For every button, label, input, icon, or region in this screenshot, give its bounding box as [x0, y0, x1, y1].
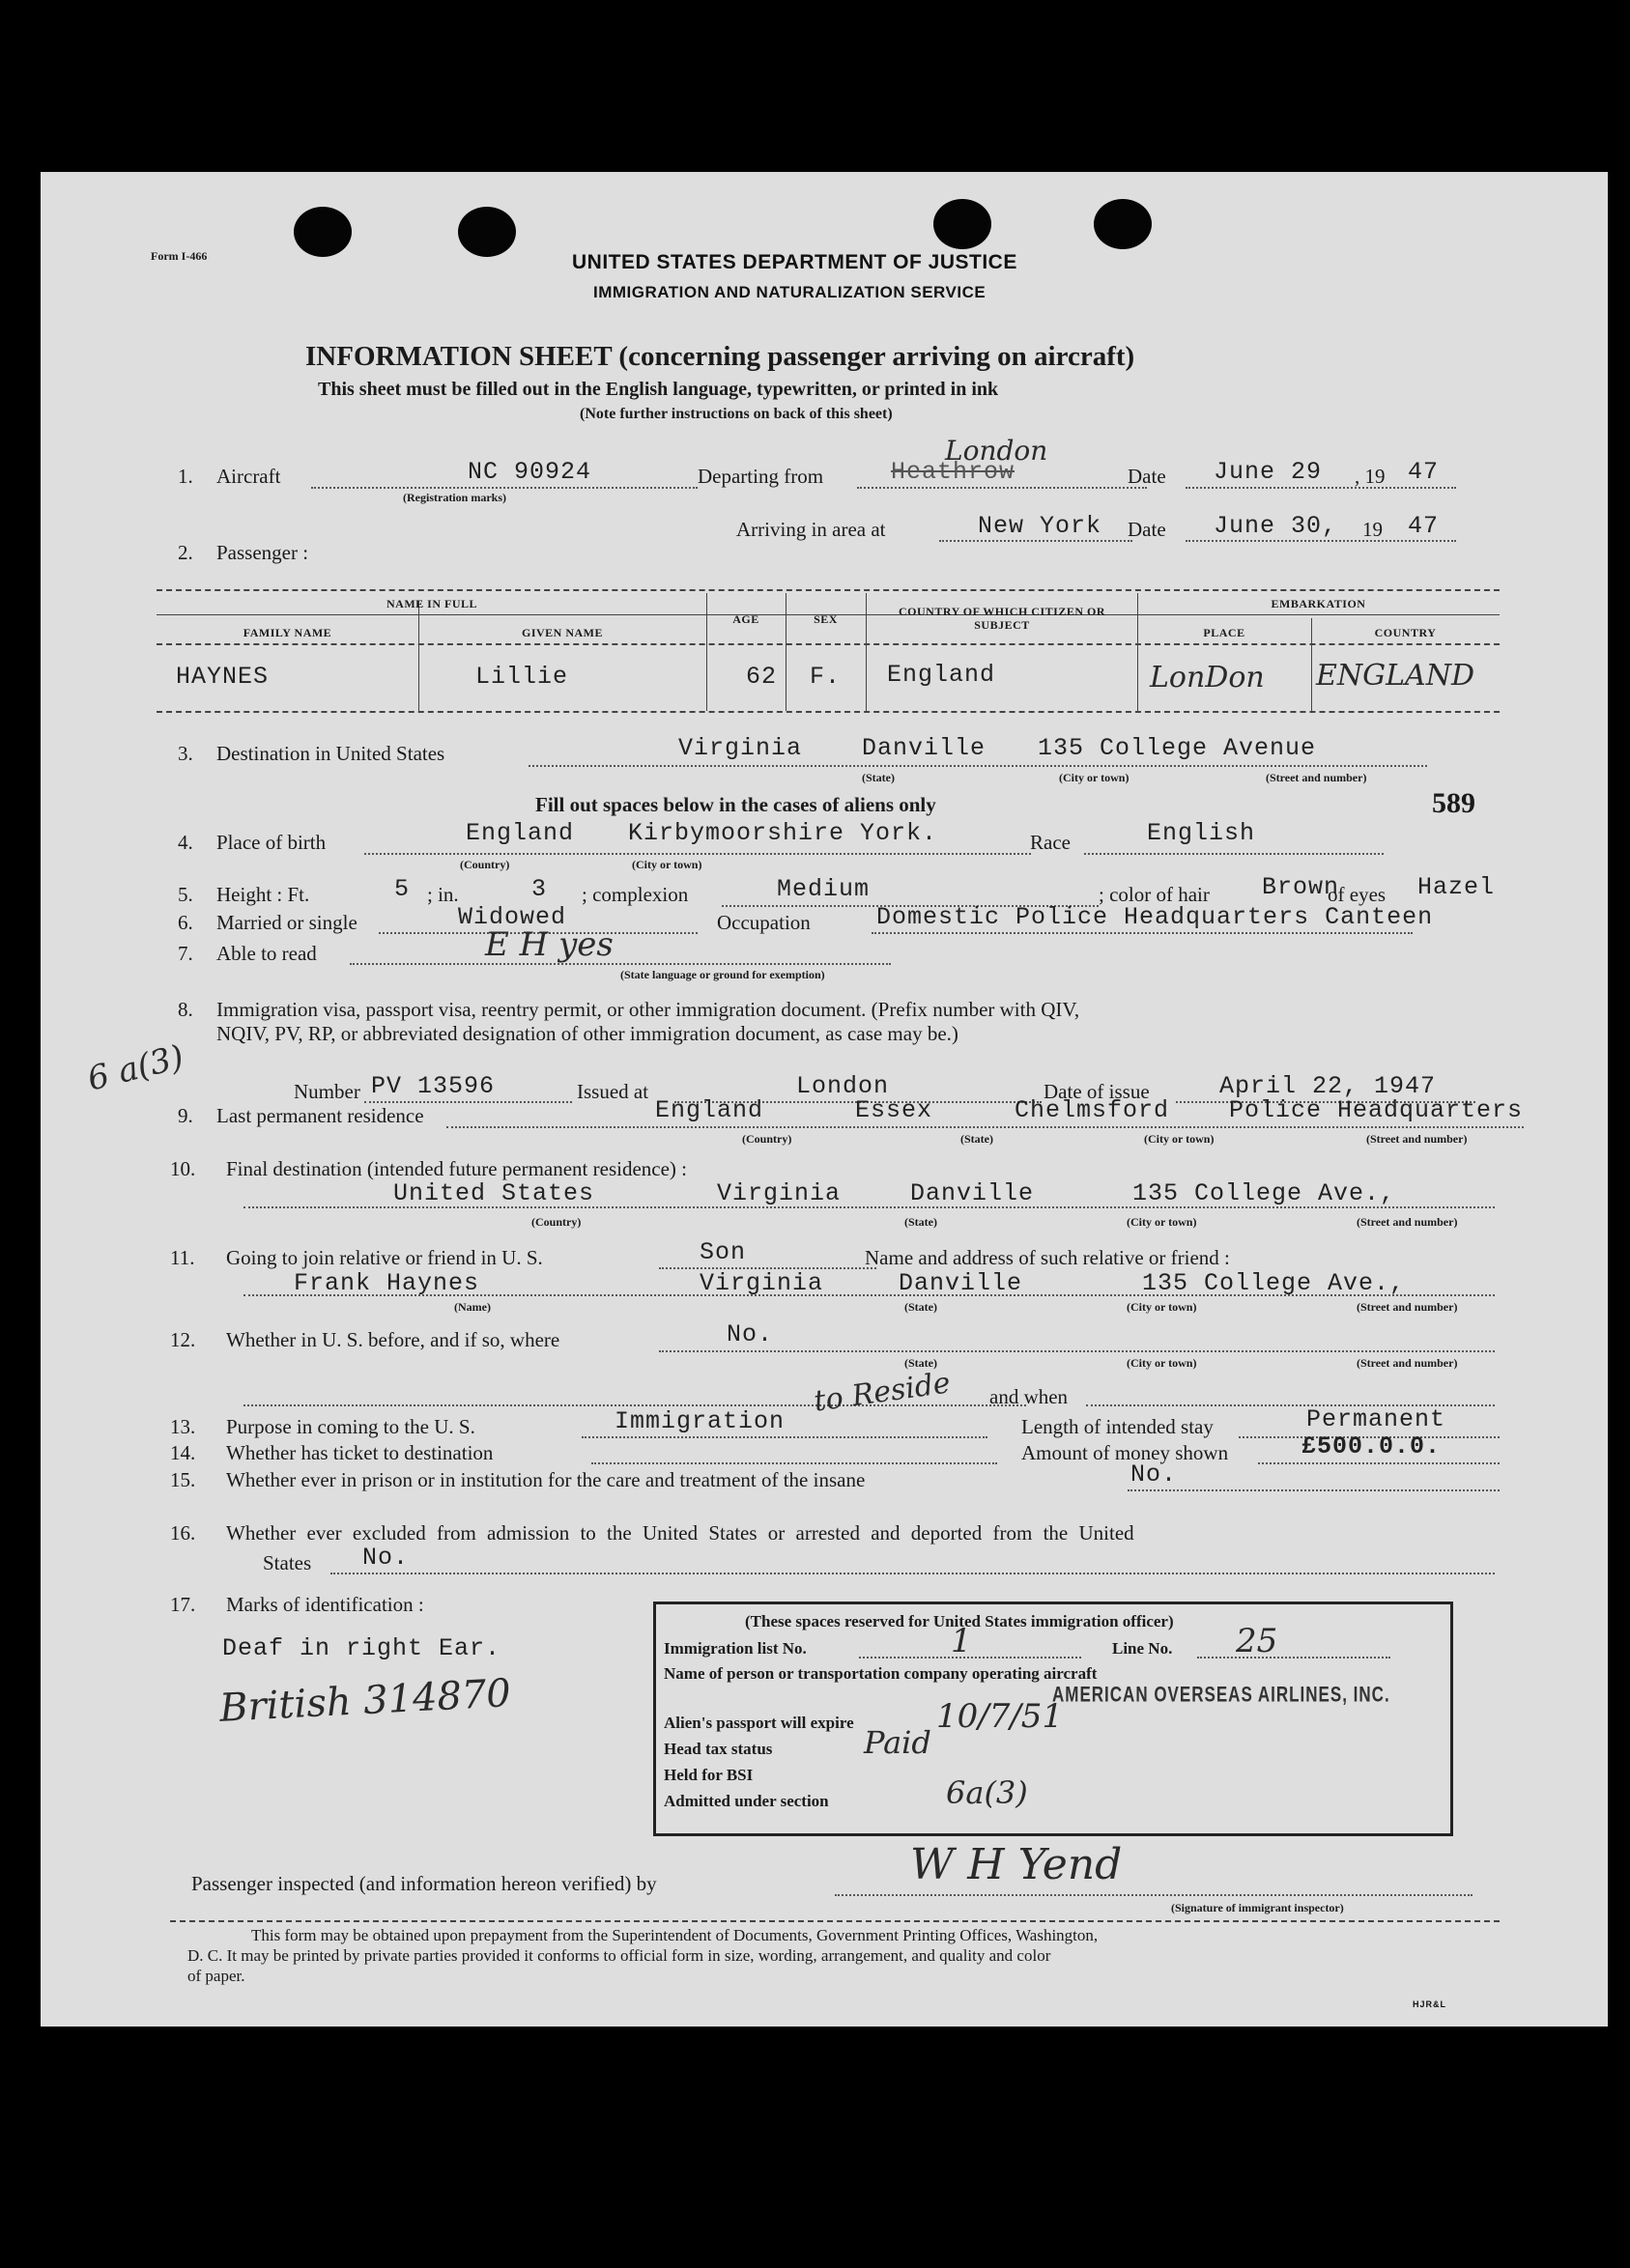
- able-to-read-label: Able to read: [216, 942, 317, 965]
- city-caption: (City or town): [1127, 1300, 1197, 1314]
- hair-label: ; color of hair: [1099, 883, 1210, 906]
- city-caption: (City or town): [1059, 771, 1130, 784]
- form-sheet: Form I-466 UNITED STATES DEPARTMENT OF JUSTICE IMMIGRATION AND NATURALIZATION SERVICE INFORMATION SHEET (concerning passenger arriving on aircraft) This sheet must be filled out in the English language, typewritten, or printed in ink (Note further instructions on back of this sheet) 1. Aircraft NC 90924 (Registration marks) Departing from Heathrow London Date June 29 , 19 47 Arriving in area at New York Date June 30, 19 47 2. Passenger : NAME IN FULL FAMILY NAME GIVEN NAME AGE SEX COUNTRY OF WHICH CITIZEN OR SUBJECT EMBARKATION PLACE COUNTRY HAYNES Lillie 62 F. England LonDon ENGLAND 3. Destination in United States Virginia Danville 135 College Avenue (State) (City or town) (Street and number) Fill out spaces below in the cases of aliens only 589 4. Place of birth England Kirbymoorshire York. (Country) (City or town) Race English 5. Height : Ft. 5 ; in. 3 ; complexion Medium ; color of hair Brown of eyes Hazel 6. Married or single Widowed Occupation Domestic Police Headquarters Canteen 7. Able to read E H yes (State language or ground for exemption) 8. Immigration visa, passport visa, reentry permit, or other immigration document. (Prefix number with QIV, NQIV, PV, RP, or abbreviated designation of other immigration document, as case may be.) 6 a(3) Number PV 13596 Issued at London Date of issue April 22, 1947 9. Last permanent residence England Essex Chelmsford Police Headquarters (Country) (State) (City or town) (Street and number) 10. Final destination (intended future permanent residence) : United States Virginia Danville 135 College Ave., (Country) (State) (City or town) (Street and number) 11. Going to join relative or friend in U. S. Son Name and address of such relative or friend : Frank Haynes Virginia Danville 135 College Ave., (Name) (State) (City or town) (Street and number) 12. Whether in U. S. before, and if so, where No. (State) (City or town) (Street and number) and when 13. Purpose in coming to the U. S. Immigration to Reside Length of intended stay Permanent 14. Whether has ticket to destination Amount of money shown £500.0.0. 15. Whether ever in prison or in institution for the care and treatment of the insane No. 16. Whether ever excluded from admission to the United States or arrested and deported from the United States No. 17. Marks of identification : Deaf in right Ear. British 314870 (These spaces reserved for United States immigration officer) Immigration list No. 1 Line No. 25 Name of person or transportation company operating aircraft AMERICAN OVERSEAS AIRLINES, INC. Alien's passport will expire 10/7/51 Head tax status Paid Held for BSI Admitted under section 6a(3) Passenger inspected (and information hereon verified) by W H Yend (Signature of immigrant inspector) This form may be obtained upon prepayment from the Superintendent of Documents, Government Printing Offices, Washington, D. C. It may be printed by private parties provided it conforms to official form in size, wording, arrangement, and quality and color of paper. HJR&L: [41, 172, 1608, 2027]
- dest-street-value: 135 College Avenue: [1038, 734, 1317, 762]
- race-value: English: [1147, 819, 1256, 847]
- join-relation-value: Son: [700, 1238, 747, 1266]
- citizen-value: England: [887, 661, 996, 689]
- state-caption: (State): [904, 1300, 937, 1314]
- item-number: 17.: [170, 1593, 196, 1616]
- family-name-header: FAMILY NAME: [243, 626, 332, 639]
- country-caption: (Country): [742, 1132, 792, 1146]
- item-number: 9.: [178, 1104, 193, 1127]
- instruction-text: This sheet must be filled out in the English language, typewritten, or printed in ink: [318, 379, 999, 400]
- depart-date-label: Date: [1128, 465, 1166, 488]
- dest-city-value: Danville: [862, 734, 987, 762]
- immigration-list-label: Immigration list No.: [664, 1639, 807, 1658]
- depart-date-value: June 29: [1214, 458, 1323, 486]
- occupation-value: Domestic Police Headquarters Canteen: [876, 903, 1434, 931]
- final-state-value: Virginia: [717, 1179, 842, 1207]
- inspector-signature-caption: (Signature of immigrant inspector): [1171, 1901, 1344, 1914]
- item-number: 11.: [170, 1246, 195, 1269]
- married-label: Married or single: [216, 911, 357, 934]
- birth-city-value: Kirbymoorshire York.: [628, 819, 938, 847]
- item-number: 10.: [170, 1157, 196, 1180]
- sex-header: SEX: [814, 612, 838, 626]
- marital-value: Widowed: [458, 903, 567, 931]
- country-header: COUNTRY: [1374, 626, 1437, 639]
- city-caption: (City or town): [1144, 1132, 1215, 1146]
- given-name-header: GIVEN NAME: [521, 626, 603, 639]
- prison-value: No.: [1130, 1460, 1178, 1488]
- item-number: 5.: [178, 883, 193, 906]
- street-caption: (Street and number): [1357, 1215, 1458, 1229]
- last-country-value: England: [655, 1096, 764, 1124]
- excluded-text-line-1: Whether ever excluded from admission to the United States or arrested and deported from the United: [226, 1521, 1134, 1545]
- age-header: AGE: [732, 612, 759, 626]
- relative-street-value: 135 College Ave.,: [1142, 1269, 1406, 1297]
- item-number: 14.: [170, 1441, 196, 1464]
- item-number: 15.: [170, 1468, 196, 1491]
- country-caption: (Country): [460, 858, 510, 871]
- item-number: 3.: [178, 742, 193, 765]
- final-country-value: United States: [393, 1179, 595, 1207]
- name-in-full-header: NAME IN FULL: [386, 597, 477, 610]
- state-caption: (State): [904, 1356, 937, 1370]
- item-number: 12.: [170, 1328, 196, 1351]
- officer-box-title: (These spaces reserved for United States immigration officer): [745, 1612, 1174, 1630]
- issue-date-label: Date of issue: [1044, 1080, 1150, 1103]
- height-label: Height : Ft.: [216, 883, 310, 906]
- relative-state-value: Virginia: [700, 1269, 824, 1297]
- arrive-year-value: 47: [1408, 512, 1440, 540]
- admitted-section-label: Admitted under section: [664, 1792, 829, 1810]
- marks-label: Marks of identification :: [226, 1593, 424, 1616]
- last-street-value: Police Headquarters: [1229, 1096, 1524, 1124]
- city-caption: (City or town): [1127, 1356, 1197, 1370]
- occupation-label: Occupation: [717, 911, 811, 934]
- state-caption: (State): [862, 771, 895, 784]
- age-value: 62: [746, 663, 778, 691]
- registration-marks-caption: (Registration marks): [403, 491, 506, 504]
- arriving-label: Arriving in area at: [736, 518, 886, 541]
- final-city-value: Danville: [910, 1179, 1035, 1207]
- transport-company-label: Name of person or transportation company operating aircraft: [664, 1664, 1098, 1683]
- footer-text-line-3: of paper.: [187, 1967, 245, 1985]
- excluded-text-line-2: States: [263, 1551, 312, 1574]
- item-number: 4.: [178, 831, 193, 854]
- item-number: 7.: [178, 942, 193, 965]
- last-city-value: Chelmsford: [1015, 1096, 1170, 1124]
- race-label: Race: [1030, 831, 1071, 854]
- ticket-label: Whether has ticket to destination: [226, 1441, 494, 1464]
- footer-text-line-2: D. C. It may be printed by private parties provided it conforms to official form in size, wording, arrangement, and quality and color: [187, 1946, 1051, 1965]
- item-number: 6.: [178, 911, 193, 934]
- passport-expire-label: Alien's passport will expire: [664, 1714, 854, 1732]
- money-label: Amount of money shown: [1021, 1441, 1229, 1464]
- visa-text-line-1: Immigration visa, passport visa, reentry permit, or other immigration document. (Prefix number with QIV,: [216, 998, 1080, 1021]
- birth-country-value: England: [466, 819, 575, 847]
- city-caption: (City or town): [632, 858, 702, 871]
- sex-value: F.: [810, 663, 842, 691]
- given-name-value: Lillie: [475, 663, 569, 691]
- officer-box: [653, 1602, 1453, 1836]
- inspected-label: Passenger inspected (and information hereon verified) by: [191, 1872, 657, 1895]
- read-value: E H yes: [485, 925, 614, 964]
- head-tax-label: Head tax status: [664, 1740, 773, 1758]
- issue-date-value: April 22, 1947: [1219, 1072, 1437, 1100]
- country-caption: (Country): [531, 1215, 582, 1229]
- punch-hole: [1094, 199, 1152, 249]
- aircraft-reg-value: NC 90924: [468, 458, 592, 486]
- last-state-value: Essex: [855, 1096, 933, 1124]
- state-caption: (State): [960, 1132, 993, 1146]
- admitted-section-value: 6a(3): [946, 1774, 1028, 1811]
- doc-number-value: PV 13596: [371, 1072, 496, 1100]
- city-caption: (City or town): [1127, 1215, 1197, 1229]
- family-name-value: HAYNES: [176, 663, 270, 691]
- department-heading: UNITED STATES DEPARTMENT OF JUSTICE: [572, 251, 1017, 273]
- service-heading: IMMIGRATION AND NATURALIZATION SERVICE: [593, 283, 987, 301]
- item-number: 8.: [178, 998, 193, 1021]
- prison-label: Whether ever in prison or in institution for the care and treatment of the insane: [226, 1468, 866, 1491]
- length-stay-label: Length of intended stay: [1021, 1415, 1214, 1438]
- complexion-label: ; complexion: [582, 883, 689, 906]
- marks-typed-value: Deaf in right Ear.: [222, 1634, 501, 1662]
- form-number: Form I-466: [151, 249, 208, 263]
- inches-label: ; in.: [427, 883, 459, 906]
- issued-at-value: London: [796, 1072, 890, 1100]
- passport-expire-value: 10/7/51: [936, 1697, 1064, 1736]
- inspector-signature: W H Yend: [910, 1840, 1123, 1889]
- issued-at-label: Issued at: [577, 1080, 649, 1103]
- printer-mark: HJR&L: [1413, 1999, 1447, 2009]
- street-caption: (Street and number): [1357, 1300, 1458, 1314]
- eyes-value: Hazel: [1417, 873, 1496, 901]
- passenger-label: Passenger :: [216, 541, 309, 564]
- relative-city-value: Danville: [899, 1269, 1023, 1297]
- departing-handwritten-value: London: [945, 435, 1048, 467]
- excluded-value: No.: [362, 1544, 410, 1572]
- street-caption: (Street and number): [1266, 771, 1367, 784]
- immigration-list-value: 1: [951, 1622, 972, 1660]
- aircraft-label: Aircraft: [216, 465, 281, 488]
- hair-value: Brown: [1262, 873, 1340, 901]
- item-number: 2.: [178, 541, 193, 564]
- read-caption: (State language or ground for exemption): [620, 968, 825, 981]
- dest-state-value: Virginia: [678, 734, 803, 762]
- purpose-label: Purpose in coming to the U. S.: [226, 1415, 475, 1438]
- punch-hole: [294, 207, 352, 257]
- item-number: 13.: [170, 1415, 196, 1438]
- name-address-label: Name and address of such relative or friend :: [865, 1246, 1230, 1269]
- before-value: No.: [727, 1320, 774, 1348]
- purpose-handwritten-value: to Reside: [812, 1366, 953, 1419]
- footer-text-line-1: This form may be obtained upon prepayment from the Superintendent of Documents, Government Printing Offices, Washington,: [251, 1926, 1099, 1944]
- destination-label: Destination in United States: [216, 742, 445, 765]
- company-stamp-value: AMERICAN OVERSEAS AIRLINES, INC.: [1052, 1683, 1390, 1707]
- birth-place-label: Place of birth: [216, 831, 327, 854]
- purpose-typed-value: Immigration: [615, 1407, 786, 1435]
- final-destination-label: Final destination (intended future permanent residence) :: [226, 1157, 688, 1180]
- held-bsi-label: Held for BSI: [664, 1766, 754, 1784]
- arriving-value: New York: [978, 512, 1102, 540]
- embarkation-header: EMBARKATION: [1271, 597, 1366, 610]
- margin-note: 6 a(3): [83, 1037, 188, 1099]
- whether-before-label: Whether in U. S. before, and if so, where: [226, 1328, 560, 1351]
- departing-label: Departing from: [698, 465, 824, 488]
- line-no-label: Line No.: [1112, 1639, 1173, 1658]
- doc-number-label: Number: [294, 1080, 360, 1103]
- length-stay-value: Permanent: [1306, 1405, 1446, 1433]
- arrive-date-value: June 30,: [1214, 512, 1338, 540]
- marks-handwritten-value: British 314870: [218, 1671, 512, 1731]
- name-caption: (Name): [454, 1300, 491, 1314]
- departing-typed-value: Heathrow: [891, 458, 1015, 486]
- state-caption: (State): [904, 1215, 937, 1229]
- punch-hole: [933, 199, 991, 249]
- street-caption: (Street and number): [1366, 1132, 1468, 1146]
- final-street-value: 135 College Ave.,: [1132, 1179, 1396, 1207]
- height-in-value: 3: [531, 875, 548, 903]
- eyes-label: of eyes: [1328, 883, 1387, 906]
- relative-name-value: Frank Haynes: [294, 1269, 480, 1297]
- head-tax-value: Paid: [864, 1724, 931, 1761]
- citizen-header: COUNTRY OF WHICH CITIZEN OR SUBJECT: [899, 605, 1105, 632]
- arrive-date-label: Date: [1128, 518, 1166, 541]
- place-header: PLACE: [1203, 626, 1245, 639]
- embark-place-value: LonDon: [1150, 661, 1265, 695]
- complexion-value: Medium: [777, 875, 871, 903]
- depart-year-value: 47: [1408, 458, 1440, 486]
- height-ft-value: 5: [394, 875, 411, 903]
- money-value: £500.0.0.: [1301, 1432, 1442, 1460]
- street-caption: (Street and number): [1357, 1356, 1458, 1370]
- punch-hole: [458, 207, 516, 257]
- embark-country-value: ENGLAND: [1316, 659, 1475, 693]
- item-number: 16.: [170, 1521, 196, 1545]
- item-number: 1.: [178, 465, 193, 488]
- note-text: (Note further instructions on back of this sheet): [580, 406, 893, 422]
- line-no-value: 25: [1236, 1622, 1278, 1660]
- stamp-number: 589: [1432, 787, 1475, 819]
- last-residence-label: Last permanent residence: [216, 1104, 424, 1127]
- going-to-join-label: Going to join relative or friend in U. S.: [226, 1246, 543, 1269]
- and-when-label: and when: [989, 1385, 1069, 1408]
- page-title: INFORMATION SHEET (concerning passenger arriving on aircraft): [305, 341, 1135, 372]
- visa-text-line-2: NQIV, PV, RP, or abbreviated designation of other immigration document, as case may be.): [216, 1022, 958, 1045]
- aliens-only-heading: Fill out spaces below in the cases of aliens only: [535, 793, 936, 816]
